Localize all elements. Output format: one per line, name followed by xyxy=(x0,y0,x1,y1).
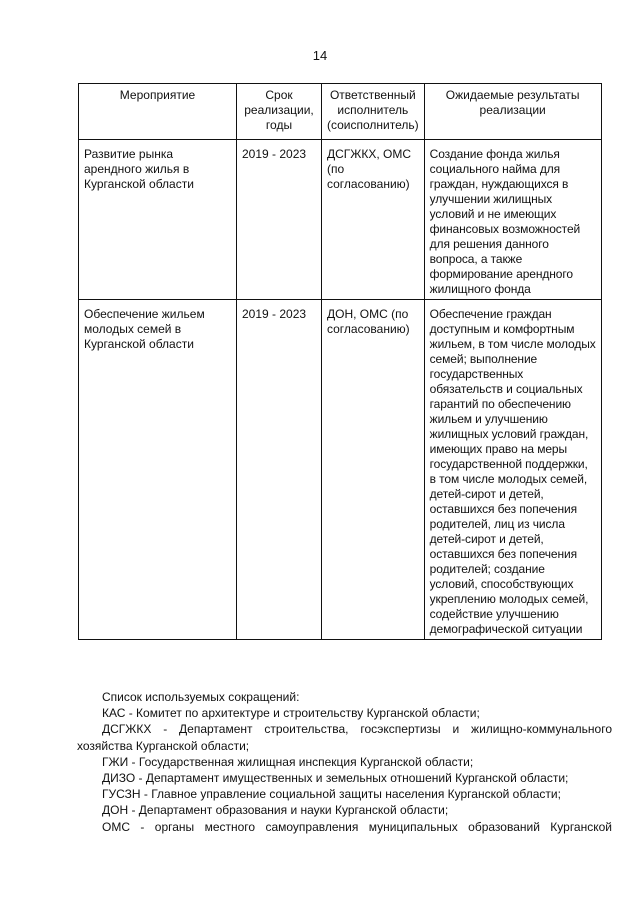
header-result: Ожидаемые результаты реализации xyxy=(424,84,601,140)
table-header-row xyxy=(79,84,602,140)
abbreviation-item: ДСГЖКХ - Департамент строительства, госэкспертизы и жилищно-коммунального хозяйства Курганской области; xyxy=(77,722,612,753)
cell-term: 2019 - 2023 xyxy=(237,140,322,300)
abbreviation-item: ГУСЗН - Главное управление социальной защиты населения Курганской области; xyxy=(102,787,561,802)
header-executor: Ответственный исполнитель (соисполнитель) xyxy=(322,84,425,140)
cell-result: Создание фонда жилья социального найма для граждан, нуждающихся в улучшении жилищных условий и не имеющих финансовых возможностей для решения данного вопроса, а также формирование арендного жилищного фонда xyxy=(424,140,601,300)
cell-executor: ДОН, ОМС (по согласованию) xyxy=(322,300,425,640)
header-activity: Мероприятие xyxy=(79,84,237,140)
abbreviation-item: ОМС - органы местного самоуправления муниципальных образований Курганской xyxy=(102,819,612,834)
cell-result: Обеспечение граждан доступным и комфортным жильем, в том числе молодых семей; выполнение государственных обязательств и социальных гарантий по обеспечению жильем и улучшению жилищных условий граждан, имеющих право на меры государственной поддержки, в том числе молодых семей, детей-сирот и детей, оставшихся без попечения родителей, лиц из числа детей-сирот и детей, оставшихся без попечения родителей; создание условий, способствующих укреплению молодых семей, содействие улучшению демографической ситуации xyxy=(424,300,601,640)
abbreviation-item: ДОН - Департамент образования и науки Курганской области; xyxy=(102,803,449,818)
abbreviation-item: КАС - Комитет по архитектуре и строительству Курганской области; xyxy=(102,706,480,721)
cell-activity: Развитие рынка арендного жилья в Курганской области xyxy=(79,140,237,300)
abbreviation-item: ГЖИ - Государственная жилищная инспекция Курганской области; xyxy=(102,754,474,769)
table-row xyxy=(79,140,602,300)
header-term: Срок реализации, годы xyxy=(237,84,322,140)
cell-executor: ДСГЖКХ, ОМС (по согласованию) xyxy=(322,140,425,300)
cell-term: 2019 - 2023 xyxy=(237,300,322,640)
abbreviation-item: ДИЗО - Департамент имущественных и земельных отношений Курганской области; xyxy=(102,771,569,786)
abbreviations-list xyxy=(77,689,612,835)
table-row xyxy=(79,300,602,640)
abbreviations-title: Список используемых сокращений: xyxy=(102,690,300,704)
page-number: 14 xyxy=(312,48,328,63)
measures-table xyxy=(78,83,602,640)
cell-activity: Обеспечение жильем молодых семей в Курганской области xyxy=(79,300,237,640)
